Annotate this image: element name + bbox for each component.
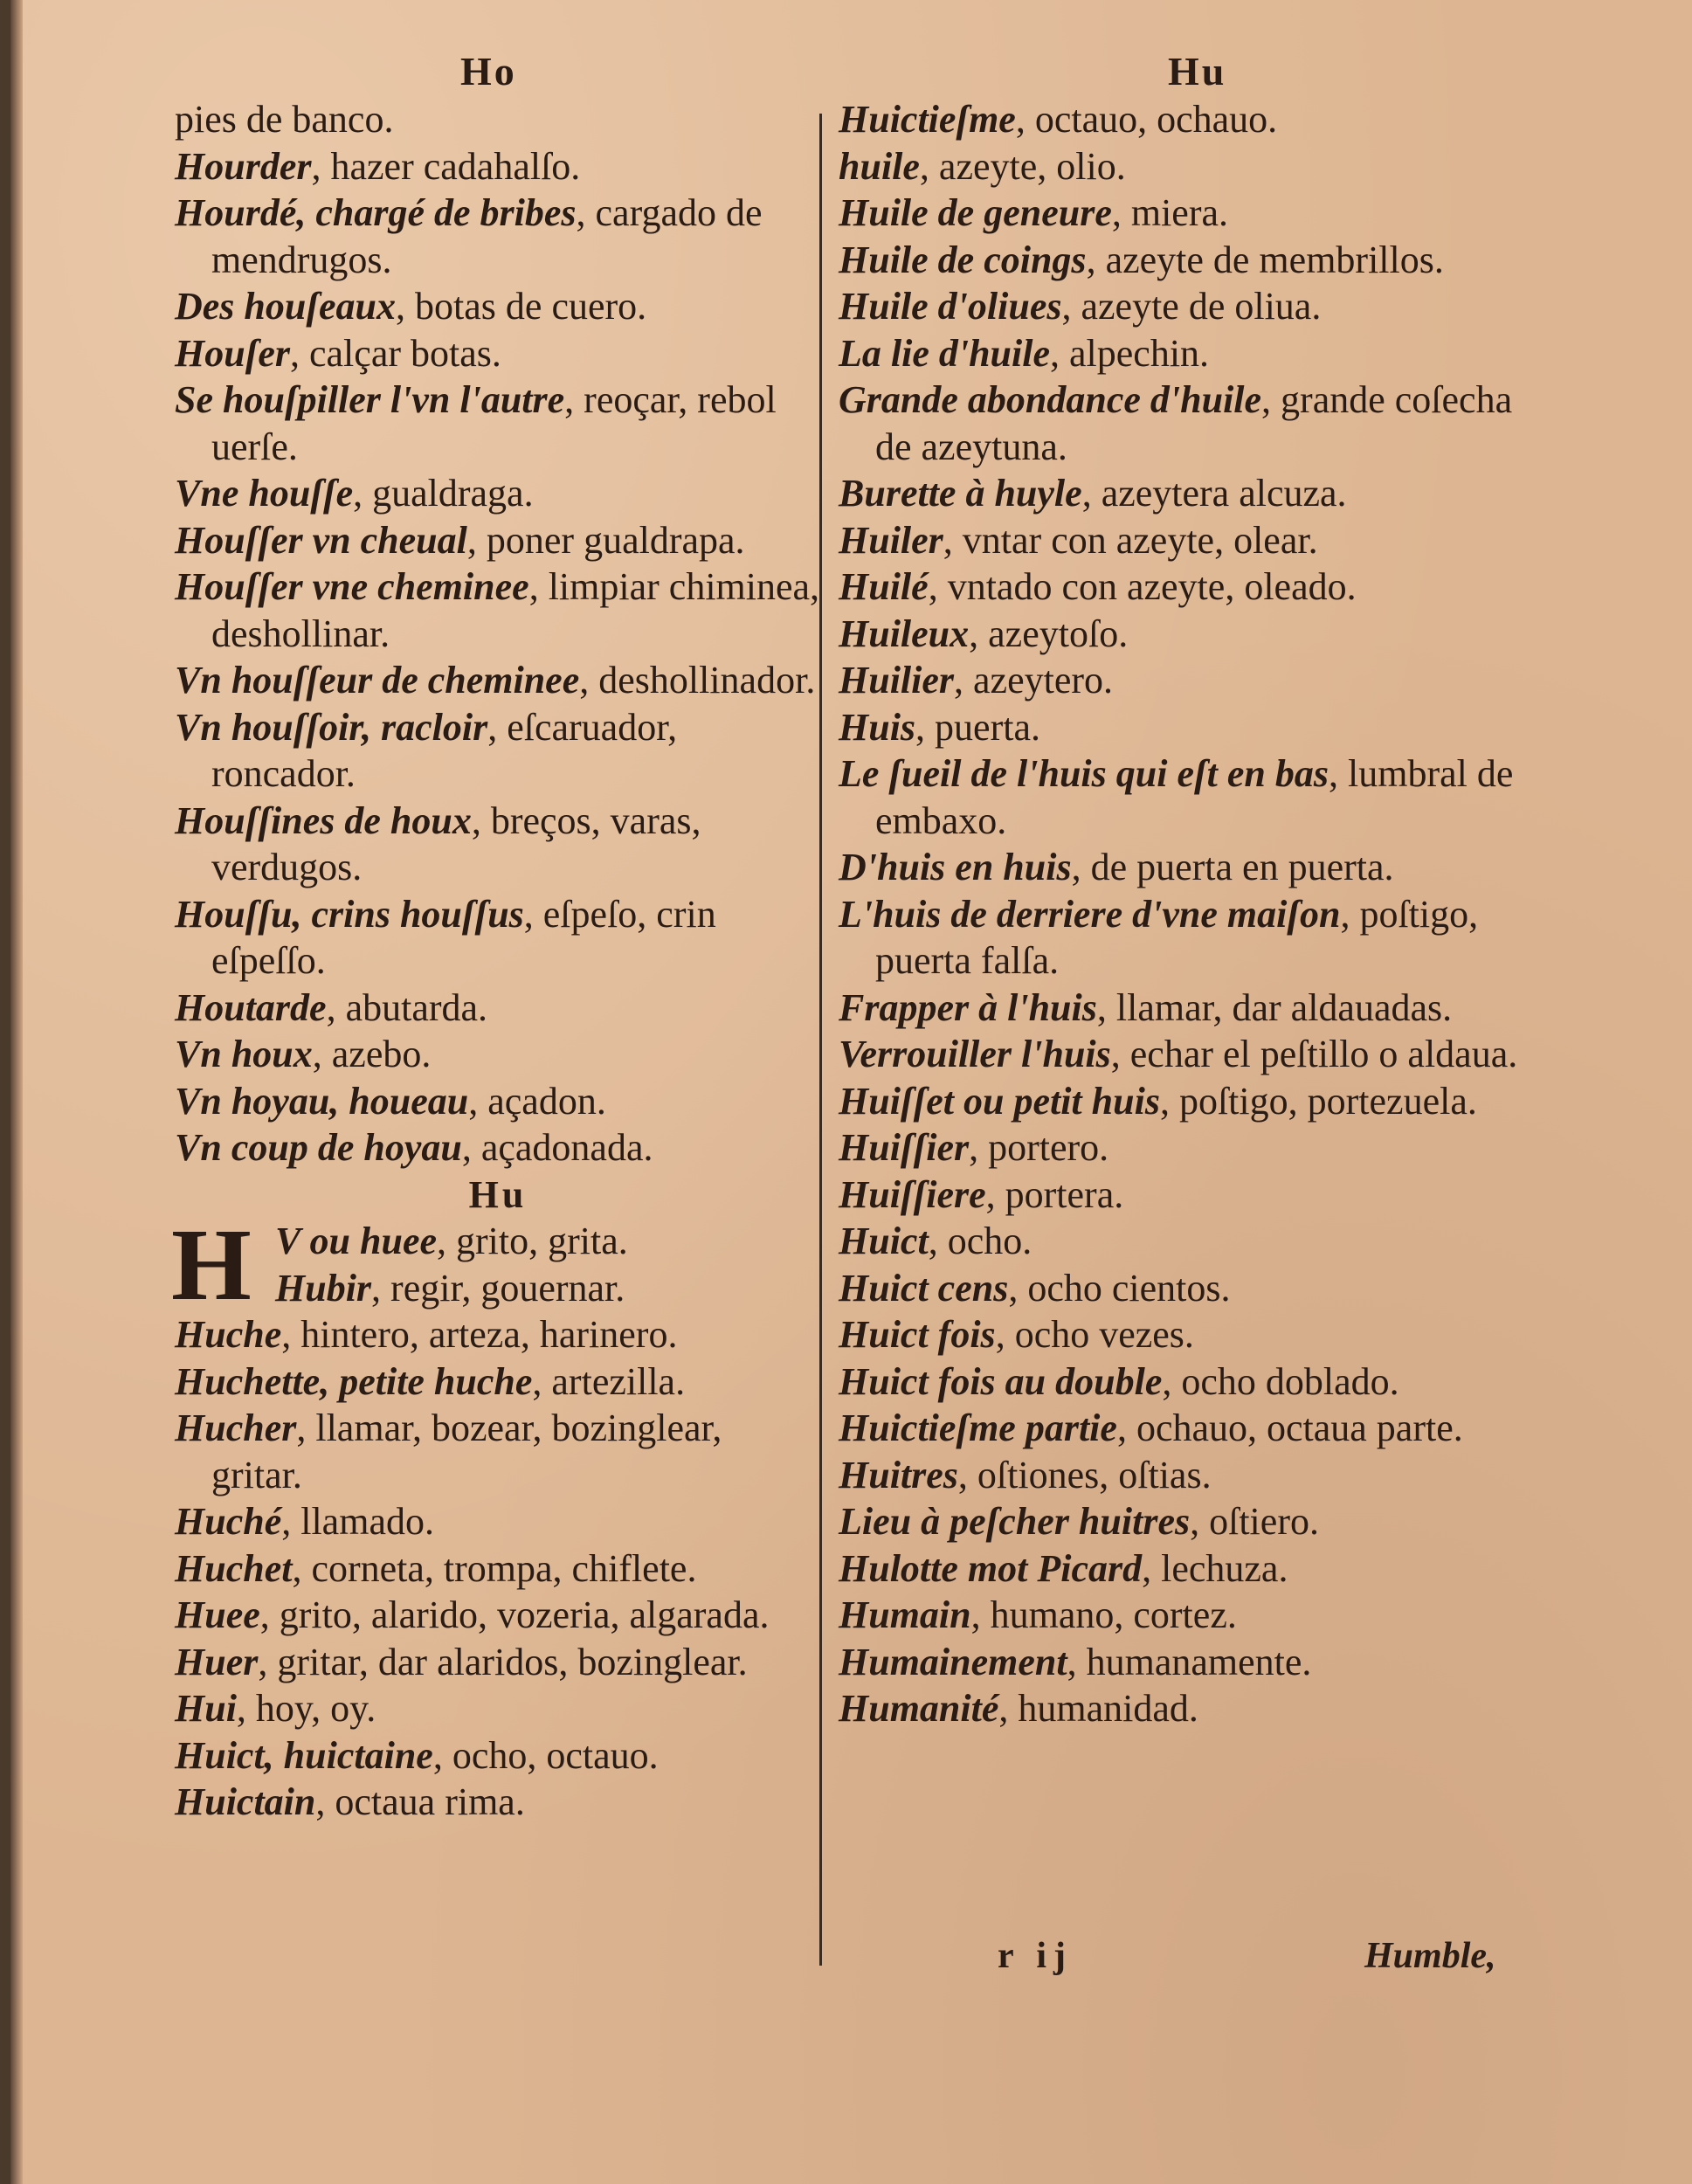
list-item: Hourdé, chargé de bribes, cargado de mendrugos.: [175, 191, 763, 281]
list-item: Huile de geneure, miera.: [839, 191, 1229, 234]
list-item: Huiſſet ou petit huis, poſtigo, portezuela.: [839, 1079, 1477, 1123]
list-item: Huiler, vntar con azeyte, olear.: [839, 518, 1318, 562]
book-page: [10, 0, 1692, 2184]
right-running-head: Hu: [1168, 49, 1227, 93]
list-item: Grande abondance d'huile, grande coſecha de azeytuna.: [839, 378, 1513, 468]
list-item: La lie d'huile, alpechin.: [839, 331, 1210, 375]
list-item: Huict, huictaine, ocho, octauo.: [175, 1733, 659, 1777]
list-item: H V ou huee, grito, grita. Hubir, regir, gouernar.: [171, 1207, 628, 1322]
list-item: Huché, llamado.: [175, 1500, 434, 1543]
drop-cap: H: [171, 1207, 252, 1322]
list-item: Huilier, azeytero.: [839, 659, 1114, 702]
list-item: Houſſines de houx, breços, varas, verdugos.: [175, 798, 701, 888]
list-item: Burette à huyle, azeytera alcuza.: [839, 472, 1347, 515]
list-item: Verrouiller l'huis, echar el peſtillo o aldaua.: [839, 1033, 1518, 1075]
section-heading: Hu: [468, 1172, 528, 1216]
list-item: Huictieſme partie, ochauo, octaua parte.: [839, 1406, 1463, 1449]
list-item: Lieu à peſcher huitres, oſtiero.: [839, 1500, 1319, 1543]
list-item: Huchette, petite huche, artezilla.: [175, 1359, 686, 1403]
list-item: Vn houx, azebo.: [175, 1033, 432, 1075]
list-item: Huile d'oliues, azeyte de oliua.: [839, 285, 1322, 328]
list-item: pies de banco.: [175, 98, 394, 141]
list-item: L'huis de derriere d'vne maiſon, poſtigo, puerta falſa.: [839, 892, 1479, 982]
list-item: Humain, humano, cortez.: [839, 1593, 1237, 1636]
list-item: Houſer, calçar botas.: [175, 331, 501, 375]
list-item: Huilé, vntado con azeyte, oleado.: [839, 565, 1357, 608]
list-item: Le ſueil de l'huis qui eſt en bas, lumbral de embaxo.: [839, 752, 1514, 842]
signature-mark: r ij: [998, 1936, 1074, 1976]
list-item: Huchet, corneta, trompa, chiflete.: [175, 1546, 697, 1590]
list-item: Huict fois au double, ocho doblado.: [839, 1359, 1399, 1403]
list-item: Huiſſiere, portera.: [839, 1172, 1124, 1216]
list-item: D'huis en huis, de puerta en puerta.: [839, 846, 1394, 888]
list-item: Huict, ocho.: [839, 1220, 1032, 1262]
list-item: Huileux, azeytoſo.: [839, 612, 1129, 655]
list-item: Huer, gritar, dar alaridos, bozinglear.: [175, 1640, 748, 1683]
list-item: Houſſer vne cheminee, limpiar chiminea, deshollinar.: [175, 565, 820, 655]
list-item: Hucher, llamar, bozear, bozinglear, gritar.: [175, 1406, 722, 1496]
list-item: Huche, hintero, arteza, harinero.: [175, 1313, 678, 1356]
right-column: [839, 96, 1537, 1732]
list-item: Huitres, oſtiones, oſtias.: [839, 1453, 1212, 1496]
list-item: Humanité, humanidad.: [839, 1687, 1198, 1730]
left-running-head: Ho: [460, 49, 517, 93]
list-item: Humainement, humanamente.: [839, 1640, 1312, 1683]
list-item: Frapper à l'huis, llamar, dar aldauadas.: [839, 985, 1453, 1029]
list-item: Vn houſſeur de cheminee, deshollinador.: [175, 659, 816, 702]
list-item: Houtarde, abutarda.: [175, 985, 488, 1029]
list-item: huile, azeyte, olio.: [839, 144, 1126, 188]
list-item: Huict cens, ocho cientos.: [839, 1266, 1231, 1310]
list-item: Se houſpiller l'vn l'autre, reoçar, rebol uerſe.: [175, 378, 777, 468]
list-item: Huictain, octaua rima.: [175, 1780, 525, 1823]
list-item: Vne houſſe, gualdraga.: [175, 472, 534, 515]
list-item: Huis, puerta.: [839, 705, 1040, 749]
list-item: Vn houſſoir, racloir, eſcaruador, roncador.: [175, 705, 678, 795]
list-item: Houſſer vn cheual, poner gualdrapa.: [175, 518, 745, 562]
spine-shadow: [10, 0, 23, 2184]
list-item: Huict fois, ocho vezes.: [839, 1313, 1194, 1356]
list-item: Huee, grito, alarido, vozeria, algarada.: [175, 1593, 770, 1636]
list-item: Vn hoyau, houeau, açadon.: [175, 1079, 606, 1123]
list-item: Hulotte mot Picard, lechuza.: [839, 1546, 1288, 1590]
left-column: [171, 96, 821, 1826]
list-item: Des houſeaux, botas de cuero.: [175, 285, 647, 328]
list-item: Huiſſier, portero.: [839, 1126, 1109, 1169]
list-item: Houſſu, crins houſſus, eſpeſo, crin eſpeſſo.: [175, 892, 716, 982]
list-item: Hourder, hazer cadahalſo.: [175, 144, 581, 188]
list-item: Hui, hoy, oy.: [175, 1687, 376, 1730]
list-item: Vn coup de hoyau, açadonada.: [175, 1126, 653, 1169]
list-item: Huictieſme, octauo, ochauo.: [839, 98, 1278, 141]
catchword: Humble,: [1364, 1936, 1496, 1976]
list-item: Huile de coings, azeyte de membrillos.: [839, 238, 1444, 281]
